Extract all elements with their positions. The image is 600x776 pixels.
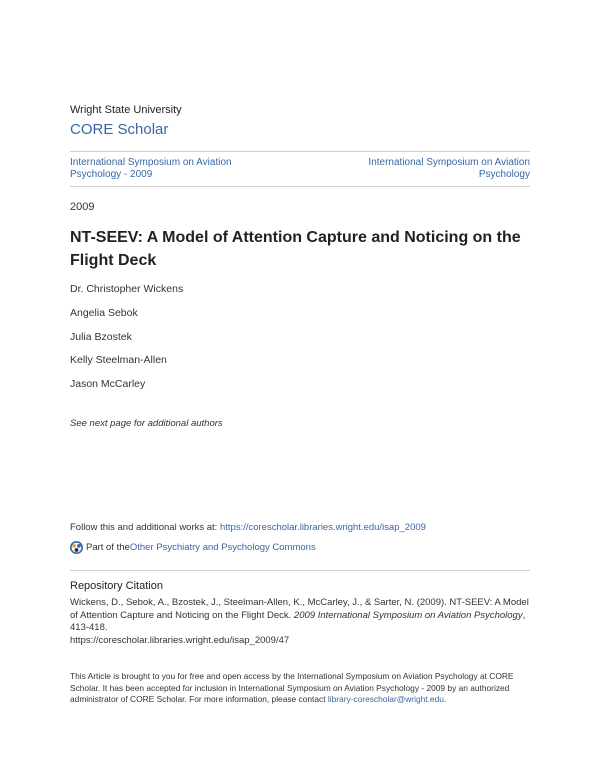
part-of-line	[70, 541, 316, 554]
breadcrumb-divider	[70, 186, 530, 187]
follow-line	[70, 522, 426, 533]
journal-name: 2009 International Symposium on Aviation Psychology	[293, 609, 523, 621]
top-divider	[70, 151, 530, 152]
commons-network-icon	[70, 541, 83, 554]
author-name: Julia Bzostek	[70, 331, 132, 343]
breadcrumb-collection-link[interactable]: International Symposium on Aviation Psychology - 2009	[70, 157, 232, 180]
commons-discipline-link[interactable]: Other Psychiatry and Psychology Commons	[129, 542, 316, 553]
repository-name-link[interactable]: CORE Scholar	[70, 121, 169, 138]
footer-notice: This Article is brought to you for free and open access by the International Symposium on Aviation Psychology at CORE Scholar. It has been accepted for inclusion in International Symposium on Aviation Psychology - 2009 by an authorized administrator of CORE Scholar. For more information, please contact library-corescholar@wright.edu.	[70, 671, 514, 704]
repository-citation-heading: Repository Citation	[70, 580, 163, 592]
author-name: Angelia Sebok	[70, 307, 138, 319]
part-of-prefix: Part of the	[86, 542, 130, 553]
breadcrumb-series-link[interactable]: International Symposium on Aviation Psychology	[368, 157, 530, 180]
university-name: Wright State University	[70, 104, 182, 116]
follow-prefix: Follow this and additional works at:	[70, 522, 220, 533]
additional-authors-note: See next page for additional authors	[70, 418, 223, 429]
author-name: Dr. Christopher Wickens	[70, 283, 184, 295]
author-name: Kelly Steelman-Allen	[70, 354, 167, 366]
publication-year: 2009	[70, 201, 95, 213]
article-title: NT-SEEV: A Model of Attention Capture and Noticing on the Flight Deck	[70, 229, 521, 269]
contact-email-link[interactable]: library-corescholar@wright.edu	[327, 694, 444, 704]
author-name: Jason McCarley	[70, 378, 146, 390]
follow-url-link[interactable]: https://corescholar.libraries.wright.edu/isap_2009	[219, 522, 426, 533]
citation-divider	[70, 570, 530, 571]
citation-text: Wickens, D., Sebok, A., Bzostek, J., Steelman-Allen, K., McCarley, J., & Sarter, N. (2009). NT-SEEV: A Model of Attention Capture and Noticing on the Flight Deck. 2009 International Symposium on Aviation Psychology, 413-418. https://corescholar.libraries.wright.edu/isap_2009/47	[70, 597, 529, 646]
citation-url[interactable]: https://corescholar.libraries.wright.edu/isap_2009/47	[70, 634, 290, 646]
